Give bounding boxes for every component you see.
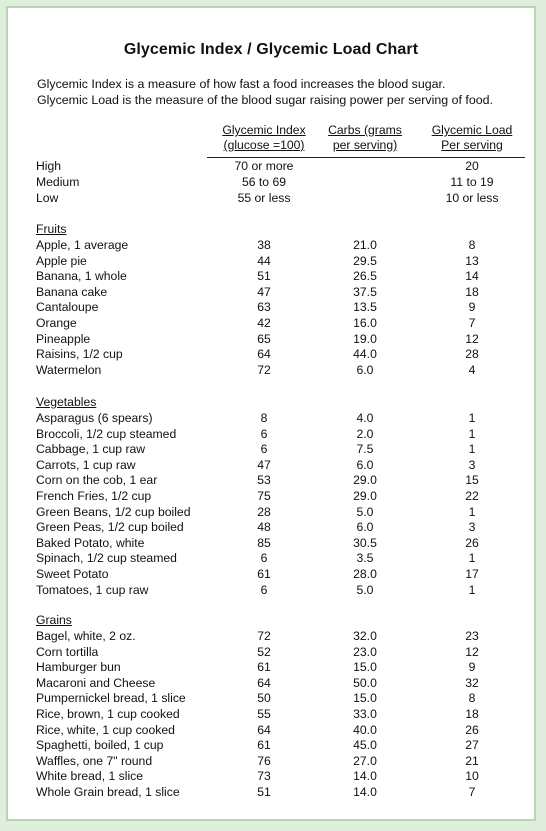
- food-name: Spinach, 1/2 cup steamed: [36, 551, 177, 566]
- food-carbs: 14.0: [353, 785, 377, 799]
- food-carbs: 28.0: [353, 567, 377, 581]
- food-name: French Fries, 1/2 cup: [36, 489, 152, 503]
- food-glycemic-index: 42: [257, 316, 271, 330]
- column-header-carbs: Carbs (grams per serving): [328, 123, 402, 152]
- food-glycemic-index: 28: [257, 504, 271, 519]
- food-carbs: 33.0: [353, 707, 377, 721]
- food-glycemic-index: 6: [260, 442, 268, 457]
- food-glycemic-load: 10: [465, 769, 479, 784]
- food-glycemic-index: 8: [260, 411, 268, 425]
- intro-line-gl: Glycemic Load is the measure of the blood sugar raising power per serving of food.: [37, 93, 493, 107]
- food-name: Cantaloupe: [36, 300, 99, 315]
- food-glycemic-index: 76: [257, 753, 271, 768]
- food-glycemic-load: 1: [468, 504, 476, 519]
- table-row: [8, 410, 538, 426]
- food-glycemic-index: 51: [257, 269, 271, 284]
- food-name: Asparagus (6 spears): [36, 411, 153, 425]
- food-carbs: 29.5: [353, 253, 377, 268]
- table-row: [8, 706, 538, 722]
- food-glycemic-load: 18: [465, 284, 479, 299]
- table-row: [8, 768, 538, 784]
- food-carbs: 45.0: [353, 738, 377, 753]
- level-name: Medium: [36, 175, 80, 189]
- food-carbs: 37.5: [353, 284, 377, 299]
- food-name: Hamburger bun: [36, 660, 121, 675]
- table-row: [8, 472, 538, 488]
- food-glycemic-index: 53: [257, 473, 271, 488]
- food-name: Green Beans, 1/2 cup boiled: [36, 504, 191, 519]
- food-name: Corn on the cob, 1 ear: [36, 473, 158, 488]
- food-carbs: 27.0: [353, 753, 377, 768]
- food-glycemic-load: 8: [468, 691, 476, 706]
- food-glycemic-load: 32: [465, 675, 479, 690]
- table-row: [8, 504, 538, 520]
- food-name: Macaroni and Cheese: [36, 675, 156, 690]
- column-header-glycemic-index: Glycemic Index (glucose =100): [222, 123, 306, 152]
- food-glycemic-load: 21: [465, 753, 479, 768]
- food-glycemic-index: 85: [257, 535, 271, 550]
- food-name: Bagel, white, 2 oz.: [36, 629, 136, 643]
- table-row: [8, 535, 538, 551]
- food-glycemic-load: 13: [465, 253, 479, 268]
- level-row: [8, 190, 538, 206]
- food-glycemic-load: 23: [465, 629, 479, 643]
- food-carbs: 6.0: [356, 520, 374, 535]
- food-glycemic-index: 63: [257, 300, 271, 315]
- level-gi-range: 70 or more: [234, 159, 294, 173]
- food-carbs: 4.0: [356, 411, 374, 425]
- food-glycemic-load: 3: [468, 457, 476, 472]
- food-name: Banana cake: [36, 284, 108, 299]
- food-glycemic-load: 3: [468, 520, 476, 535]
- food-glycemic-index: 72: [257, 629, 271, 643]
- food-name: Pumpernickel bread, 1 slice: [36, 691, 186, 706]
- food-glycemic-load: 28: [465, 347, 479, 362]
- level-row: [8, 158, 538, 174]
- food-carbs: 14.0: [353, 769, 377, 784]
- table-row: [8, 253, 538, 269]
- food-name: Raisins, 1/2 cup: [36, 347, 123, 362]
- food-glycemic-index: 55: [257, 707, 271, 721]
- food-glycemic-load: 7: [468, 316, 476, 330]
- food-name: Sweet Potato: [36, 567, 109, 581]
- food-name: Broccoli, 1/2 cup steamed: [36, 426, 177, 441]
- food-glycemic-index: 73: [257, 769, 271, 784]
- food-carbs: 29.0: [353, 489, 377, 503]
- food-glycemic-load: 17: [465, 567, 479, 581]
- food-glycemic-load: 27: [465, 738, 479, 753]
- section-title: Grains: [36, 613, 72, 627]
- food-name: Whole Grain bread, 1 slice: [36, 785, 180, 799]
- food-name: Rice, white, 1 cup cooked: [36, 722, 175, 737]
- food-glycemic-index: 52: [257, 644, 271, 659]
- food-name: Cabbage, 1 cup raw: [36, 442, 146, 457]
- food-carbs: 50.0: [353, 675, 377, 690]
- food-glycemic-index: 64: [257, 722, 271, 737]
- food-carbs: 3.5: [356, 551, 374, 566]
- level-name: Low: [36, 191, 59, 205]
- food-glycemic-index: 47: [257, 457, 271, 472]
- food-glycemic-load: 1: [468, 411, 476, 425]
- food-glycemic-load: 8: [468, 238, 476, 252]
- food-glycemic-load: 1: [468, 442, 476, 457]
- food-carbs: 23.0: [353, 644, 377, 659]
- food-glycemic-load: 7: [468, 785, 476, 799]
- table-row: [8, 315, 538, 331]
- food-carbs: 7.5: [356, 442, 374, 457]
- table-row: [8, 722, 538, 738]
- table-row: [8, 441, 538, 457]
- food-name: Waffles, one 7" round: [36, 753, 153, 768]
- food-carbs: 19.0: [353, 331, 377, 346]
- food-carbs: 40.0: [353, 722, 377, 737]
- level-gi-range: 55 or less: [237, 191, 291, 205]
- food-glycemic-index: 51: [257, 785, 271, 799]
- table-row: [8, 426, 538, 442]
- food-carbs: 13.5: [353, 300, 377, 315]
- table-row: [8, 659, 538, 675]
- table-row: [8, 237, 538, 253]
- food-name: White bread, 1 slice: [36, 769, 144, 784]
- food-name: Green Peas, 1/2 cup boiled: [36, 520, 184, 535]
- food-name: Apple, 1 average: [36, 238, 129, 252]
- food-carbs: 26.5: [353, 269, 377, 284]
- food-name: Pineapple: [36, 331, 91, 346]
- intro-text: [37, 76, 527, 108]
- food-glycemic-index: 61: [257, 738, 271, 753]
- food-glycemic-load: 15: [465, 473, 479, 488]
- food-glycemic-load: 12: [465, 331, 479, 346]
- page-title: Glycemic Index / Glycemic Load Chart: [123, 41, 419, 58]
- food-name: Rice, brown, 1 cup cooked: [36, 707, 180, 721]
- table-row: [8, 566, 538, 582]
- food-glycemic-load: 9: [468, 660, 476, 675]
- table-row: [8, 268, 538, 284]
- table-row: [8, 346, 538, 362]
- food-glycemic-load: 1: [468, 551, 476, 566]
- table-row: [8, 519, 538, 535]
- table-row: [8, 284, 538, 300]
- food-carbs: 21.0: [353, 238, 377, 252]
- food-glycemic-index: 47: [257, 284, 271, 299]
- food-carbs: 15.0: [353, 660, 377, 675]
- food-glycemic-load: 18: [465, 707, 479, 721]
- food-glycemic-index: 64: [257, 347, 271, 362]
- table-row: [8, 737, 538, 753]
- food-glycemic-load: 26: [465, 535, 479, 550]
- intro-line-gi: Glycemic Index is a measure of how fast a food increases the blood sugar.: [37, 77, 446, 91]
- food-glycemic-index: 6: [260, 582, 268, 597]
- food-glycemic-index: 61: [257, 567, 271, 581]
- food-carbs: 30.5: [353, 535, 377, 550]
- food-glycemic-index: 64: [257, 675, 271, 690]
- level-row: [8, 174, 538, 190]
- food-glycemic-load: 9: [468, 300, 476, 315]
- food-name: Banana, 1 whole: [36, 269, 127, 284]
- food-glycemic-load: 12: [465, 644, 479, 659]
- food-name: Apple pie: [36, 253, 87, 268]
- table-row: [8, 550, 538, 566]
- food-carbs: 44.0: [353, 347, 377, 362]
- table-row: [8, 457, 538, 473]
- food-name: Watermelon: [36, 362, 102, 377]
- food-carbs: 15.0: [353, 691, 377, 706]
- level-gi-range: 56 to 69: [241, 175, 287, 189]
- food-name: Tomatoes, 1 cup raw: [36, 582, 149, 597]
- table-row: [8, 488, 538, 504]
- chart-page: [6, 6, 536, 821]
- food-glycemic-load: 4: [468, 362, 476, 377]
- table-row: [8, 644, 538, 660]
- food-carbs: 5.0: [356, 504, 374, 519]
- level-gl-range: 11 to 19: [450, 175, 494, 189]
- food-glycemic-index: 65: [257, 331, 271, 346]
- table-row: [8, 331, 538, 347]
- food-carbs: 2.0: [356, 426, 374, 441]
- food-glycemic-index: 38: [257, 238, 271, 252]
- food-glycemic-index: 44: [257, 253, 271, 268]
- food-name: Spaghetti, boiled, 1 cup: [36, 738, 164, 753]
- table-row: [8, 628, 538, 644]
- table-row: [8, 690, 538, 706]
- food-glycemic-index: 6: [260, 426, 268, 441]
- level-gl-range: 10 or less: [445, 191, 499, 205]
- food-glycemic-index: 72: [257, 362, 271, 377]
- food-glycemic-index: 6: [260, 551, 268, 566]
- section-title: Fruits: [36, 222, 67, 236]
- food-glycemic-load: 1: [468, 582, 476, 597]
- food-carbs: 29.0: [353, 473, 377, 488]
- food-name: Baked Potato, white: [36, 535, 145, 550]
- food-name: Carrots, 1 cup raw: [36, 457, 136, 472]
- table-row: [8, 299, 538, 315]
- table-row: [8, 675, 538, 691]
- level-name: High: [36, 159, 62, 173]
- food-carbs: 5.0: [356, 582, 374, 597]
- food-glycemic-index: 50: [257, 691, 271, 706]
- food-glycemic-load: 14: [465, 269, 479, 284]
- section-title: Vegetables: [36, 395, 97, 409]
- food-glycemic-index: 48: [257, 520, 271, 535]
- food-carbs: 6.0: [356, 362, 374, 377]
- food-glycemic-load: 22: [465, 489, 479, 503]
- food-glycemic-index: 61: [257, 660, 271, 675]
- food-carbs: 32.0: [353, 629, 377, 643]
- food-name: Orange: [36, 316, 77, 330]
- table-row: [8, 582, 538, 598]
- table-row: [8, 362, 538, 378]
- food-carbs: 6.0: [356, 457, 374, 472]
- level-gl-range: 20: [465, 159, 479, 173]
- table-row: [8, 784, 538, 800]
- food-glycemic-index: 75: [257, 489, 271, 503]
- food-name: Corn tortilla: [36, 644, 99, 659]
- column-header-glycemic-load: Glycemic Load Per serving: [431, 123, 513, 152]
- table-row: [8, 753, 538, 769]
- food-carbs: 16.0: [353, 316, 377, 330]
- food-glycemic-load: 1: [468, 426, 476, 441]
- food-glycemic-load: 26: [465, 722, 479, 737]
